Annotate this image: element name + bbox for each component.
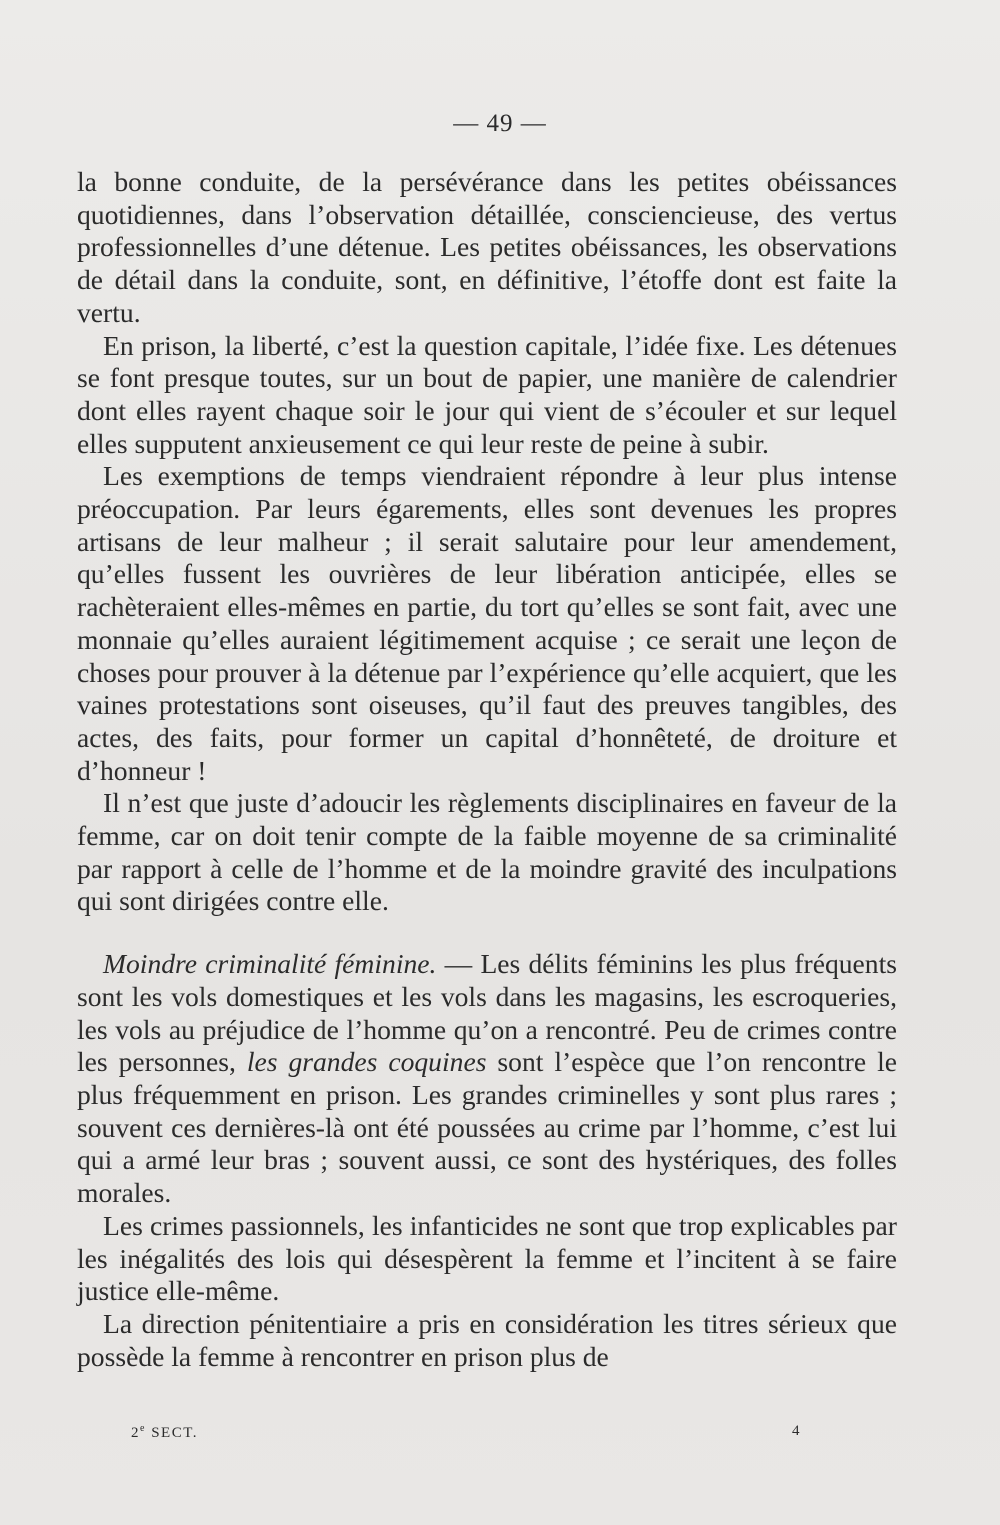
page-number: — 49 — xyxy=(453,110,547,137)
section-title: Moindre criminalité féminine. xyxy=(103,948,437,980)
section-spacer xyxy=(77,918,897,948)
signature-mark xyxy=(131,1423,198,1442)
section-text: sont l’espèce que l’on rencontre le plus fréquemment en prison. Les grandes criminelles y sont plus rares ; souvent ces dernières-là ont été poussées au crime par l’homme, c’est lui qui a armé leur bras ; souvent aussi, ce sont des hystériques, des folles morales. xyxy=(77,1046,898,1209)
signature-superscript: e xyxy=(140,1423,146,1434)
paragraph: Les crimes passionnels, les infanticides ne sont que trop explicables par les inégalités des lois qui désespèrent la femme et l’incitent à se faire justice elle-même. xyxy=(77,1209,897,1307)
signature-number: 2 xyxy=(131,1425,140,1441)
section-text: — Les délits féminins les plus fréquents sont les vols domestiques et les vols dans les magasins, les escroqueries, les vols au préjudice de l’homme qu’on a rencontré. Peu de crimes contre les personnes, xyxy=(77,948,898,1078)
section-paragraph xyxy=(77,948,897,1210)
paragraph: En prison, la liberté, c’est la question capitale, l’idée fixe. Les détenues se font presque toutes, sur un bout de papier, une manière de calendrier dont elles rayent chaque soir le jour qui vient de s’écouler et sur lequel elles supputent anxieusement ce qui leur reste de peine à subir. xyxy=(77,329,897,459)
sheet-number: 4 xyxy=(792,1423,801,1439)
signature-text: SECT. xyxy=(145,1425,199,1441)
paragraph: La direction pénitentiaire a pris en considération les titres sérieux que possède la femme à rencontrer en prison plus de xyxy=(77,1307,897,1372)
paragraph: Les exemptions de temps viendraient répondre à leur plus intense préoccupation. Par leurs égarements, elles sont devenues les propres artisans de leur malheur ; il serait salutaire pour leur amendement, qu’elles fussent les ouvrières de leur libération anticipée, elles se rachèteraient elles-mêmes en partie, du tort qu’elles se sont fait, avec une monnaie qu’elles auraient légitimement acquise ; ce serait une leçon de choses pour prouver à la détenue par l’expérience qu’elle acquiert, que les vaines protestations sont oiseuses, qu’il faut des preuves tangibles, des actes, des faits, pour former un capital d’honnêteté, de droiture et d’honneur ! xyxy=(77,460,897,786)
paragraph: la bonne conduite, de la persévérance dans les petites obéissances quotidiennes, dans l’observation détaillée, consciencieuse, des vertus professionnelles d’une détenue. Les petites obéissances, les observations de détail dans la conduite, sont, en définitive, l’étoffe dont est faite la vertu. xyxy=(77,166,897,328)
paragraph: Il n’est que juste d’adoucir les règlements disciplinaires en faveur de la femme, car on doit tenir compte de la faible moyenne de sa criminalité par rapport à celle de l’homme et de la moindre gravité des inculpations qui sont dirigées contre elle. xyxy=(77,787,897,917)
emphasis-text: les grandes coquines xyxy=(246,1046,487,1078)
body-text xyxy=(77,166,897,1373)
